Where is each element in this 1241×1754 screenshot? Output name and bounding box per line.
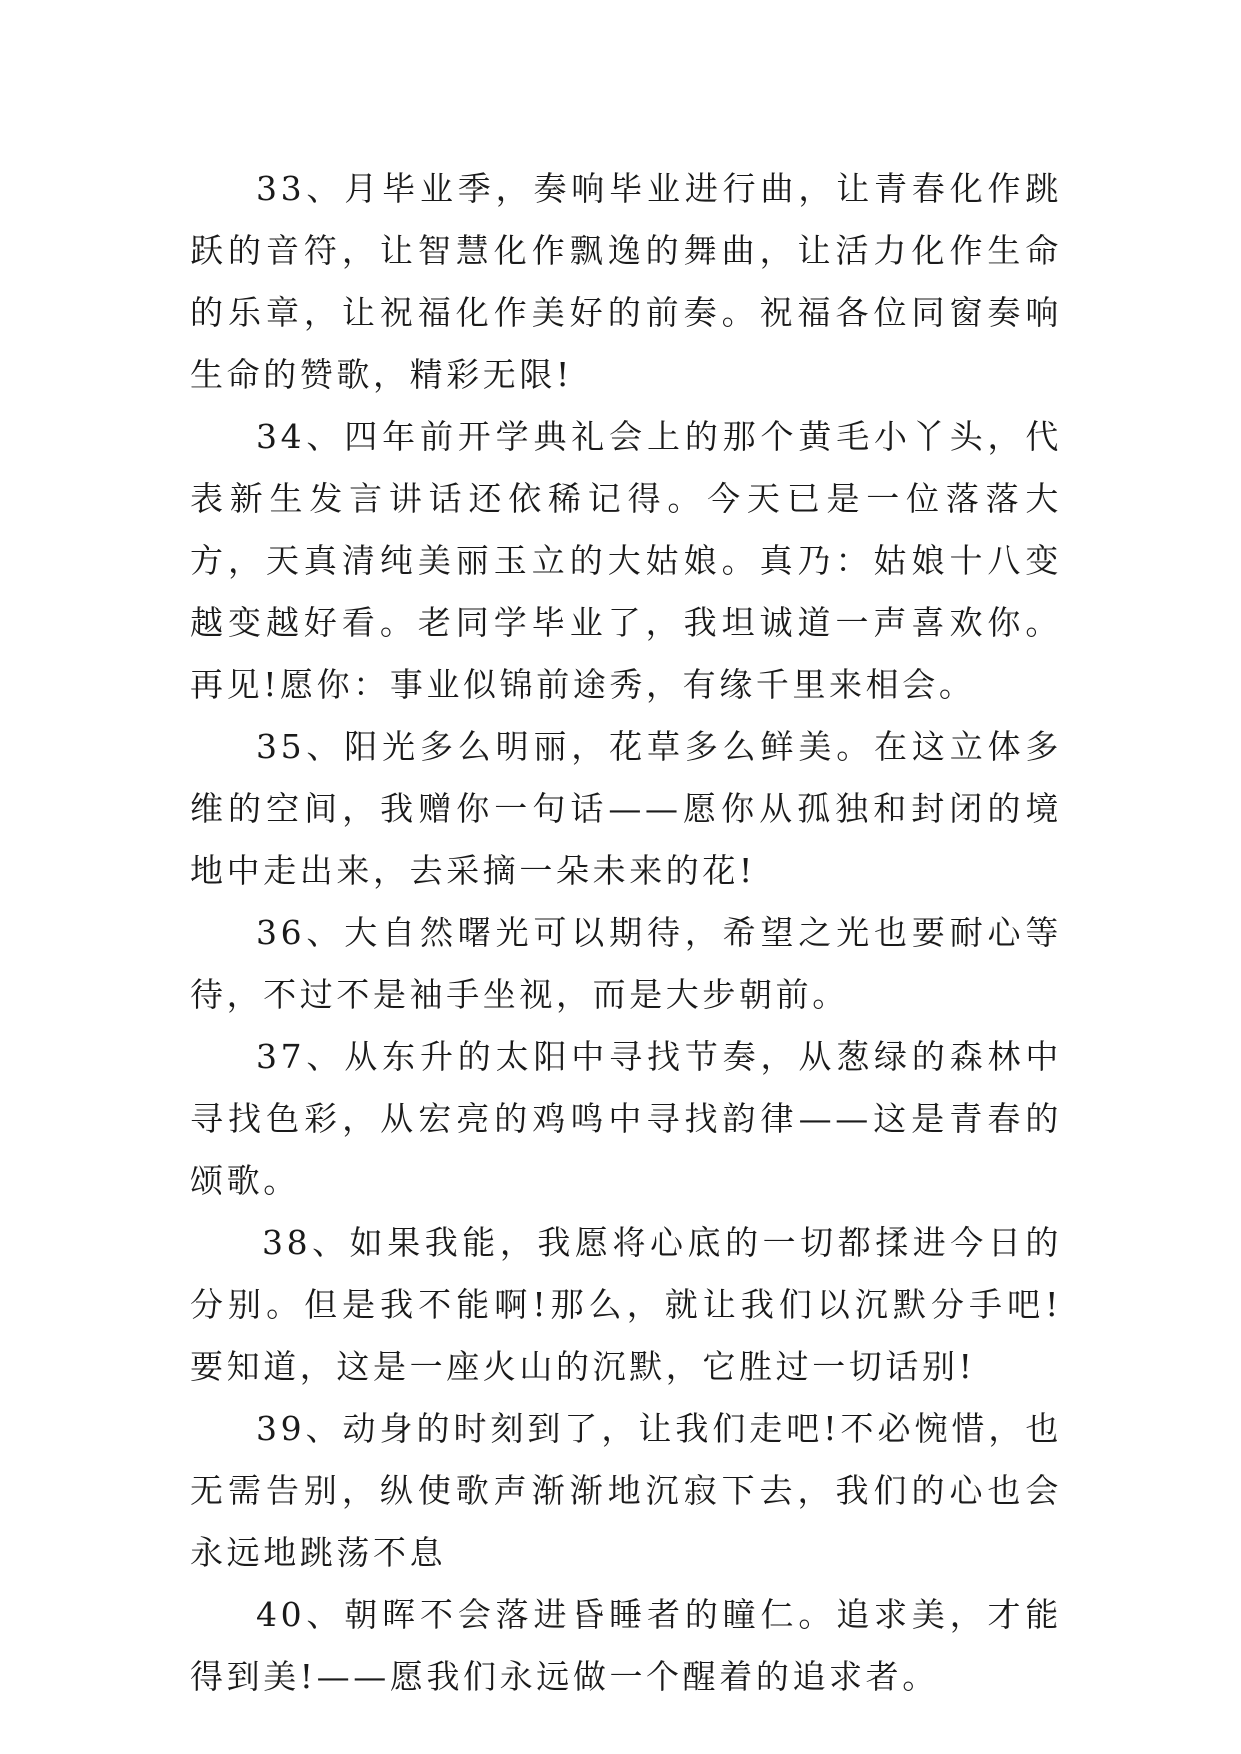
paragraph-38: 38、如果我能，我愿将心底的一切都揉进今日的分别。但是我不能啊!那么，就让我们以沉默分手吧!要知道，这是一座火山的沉默，它胜过一切话别!	[190, 1223, 1062, 1386]
document-body	[190, 158, 1062, 1708]
paragraph-36: 36、大自然曙光可以期待，希望之光也要耐心等待，不过不是袖手坐视，而是大步朝前。	[190, 913, 1062, 1014]
paragraph-33: 33、月毕业季，奏响毕业进行曲，让青春化作跳跃的音符，让智慧化作飘逸的舞曲，让活力化作生命的乐章，让祝福化作美好的前奏。祝福各位同窗奏响生命的赞歌，精彩无限!	[190, 169, 1062, 394]
paragraph-40: 40、朝晖不会落进昏睡者的瞳仁。追求美，才能得到美!——愿我们永远做一个醒着的追求者。	[190, 1595, 1062, 1696]
paragraph-39: 39、动身的时刻到了，让我们走吧!不必惋惜，也无需告别，纵使歌声渐渐地沉寂下去，我们的心也会永远地跳荡不息	[190, 1409, 1062, 1572]
paragraph-35: 35、阳光多么明丽，花草多么鲜美。在这立体多维的空间，我赠你一句话——愿你从孤独和封闭的境地中走出来，去采摘一朵未来的花!	[190, 727, 1062, 890]
paragraph-37: 37、从东升的太阳中寻找节奏，从葱绿的森林中寻找色彩，从宏亮的鸡鸣中寻找韵律——这是青春的颂歌。	[190, 1037, 1062, 1200]
paragraph-34: 34、四年前开学典礼会上的那个黄毛小丫头，代表新生发言讲话还依稀记得。今天已是一位落落大方，天真清纯美丽玉立的大姑娘。真乃：姑娘十八变越变越好看。老同学毕业了，我坦诚道一声喜欢你。再见!愿你：事业似锦前途秀，有缘千里来相会。	[190, 417, 1062, 704]
